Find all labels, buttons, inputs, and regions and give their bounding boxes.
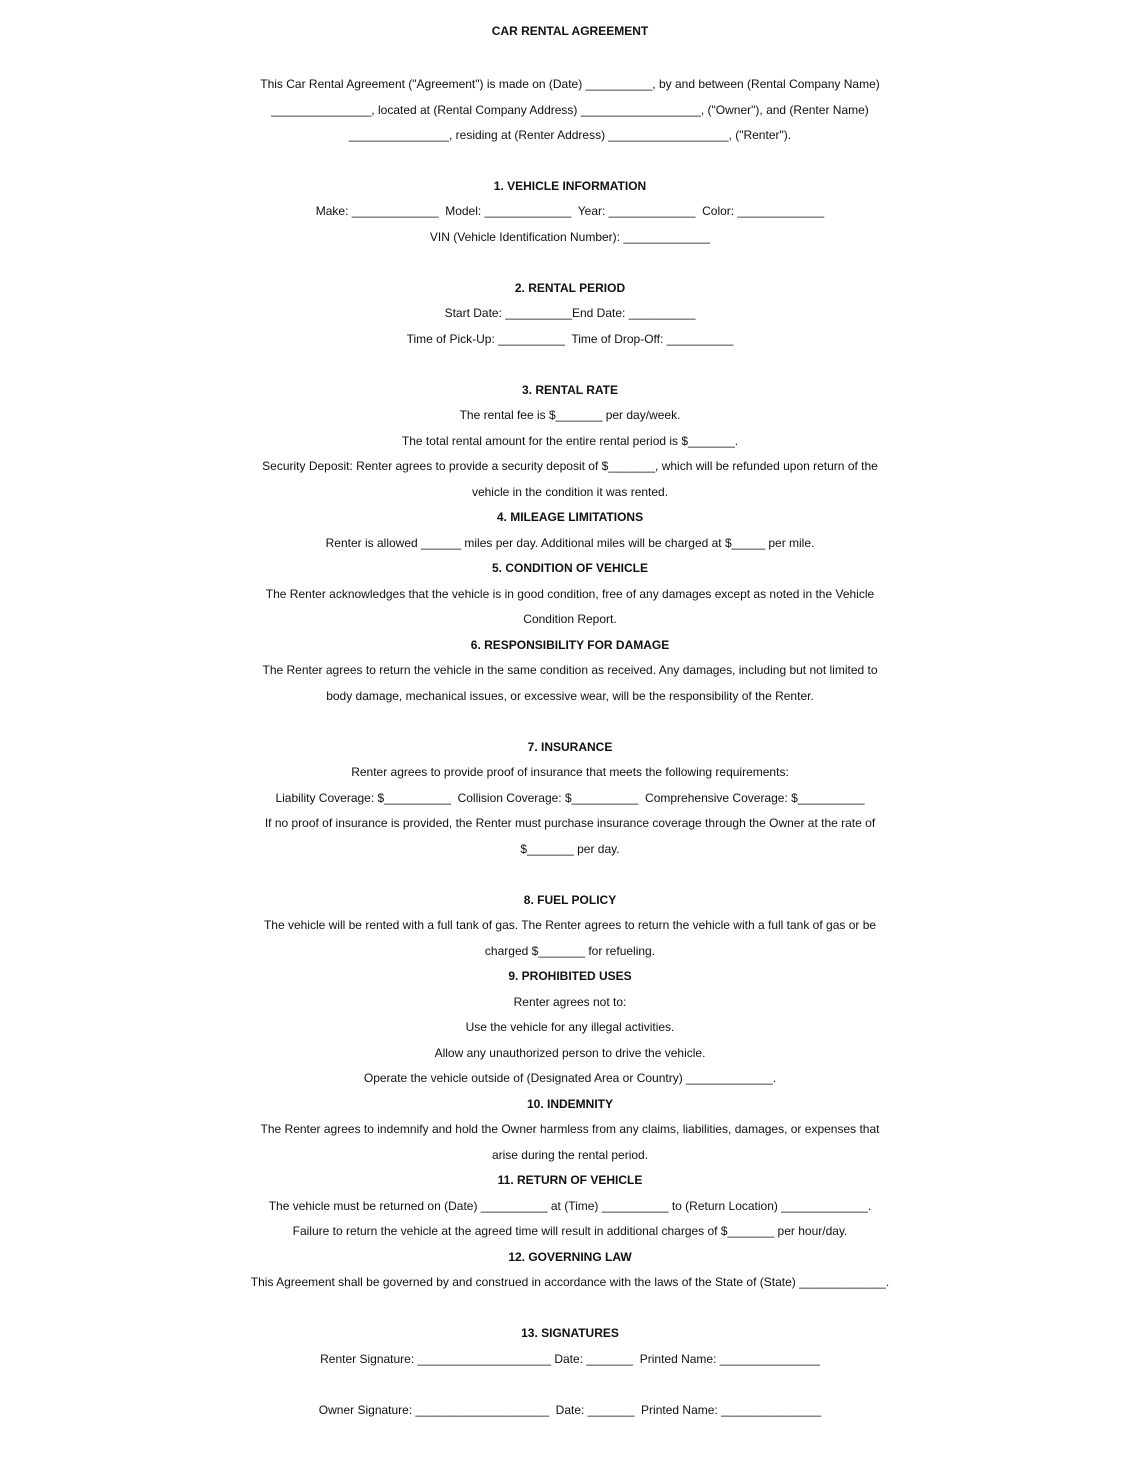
renter-signature-line: Renter Signature: ____________________ Date: _______ Printed Name: _______________ — [320, 1352, 820, 1366]
body-line: $_______ per day. — [520, 842, 620, 856]
body-line: charged $_______ for refueling. — [484, 944, 656, 958]
body-line: Condition Report. — [523, 612, 617, 626]
body-line: The Renter agrees to indemnify and hold the Owner harmless from any claims, liabilities, damages, or expenses that — [260, 1122, 880, 1136]
body-line: vehicle in the condition it was rented. — [471, 485, 669, 499]
section-heading-return-of-vehicle: 11. RETURN OF VEHICLE — [497, 1173, 643, 1187]
body-line: The vehicle must be returned on (Date) __________ at (Time) __________ to (Return Location) _____________. — [268, 1199, 872, 1213]
section-heading-vehicle-information: 1. VEHICLE INFORMATION — [493, 179, 647, 193]
rental-dates-line: Start Date: __________End Date: __________ — [444, 306, 696, 320]
body-line: Security Deposit: Renter agrees to provide a security deposit of $_______, which will be refunded upon return of the — [262, 459, 878, 473]
body-line: Renter agrees not to: — [513, 995, 627, 1009]
body-line: body damage, mechanical issues, or excessive wear, will be the responsibility of the Renter. — [326, 689, 814, 703]
body-line: The vehicle will be rented with a full tank of gas. The Renter agrees to return the vehicle with a full tank of gas or be — [263, 918, 877, 932]
body-line: This Agreement shall be governed by and construed in accordance with the laws of the State of (State) _____________. — [250, 1275, 890, 1289]
body-line: The total rental amount for the entire rental period is $_______. — [401, 434, 739, 448]
vin-field-line: VIN (Vehicle Identification Number): _____________ — [429, 230, 711, 244]
section-heading-mileage-limitations: 4. MILEAGE LIMITATIONS — [496, 510, 644, 524]
body-line: The Renter agrees to return the vehicle in the same condition as received. Any damages, including but not limited to — [262, 663, 878, 677]
section-heading-rental-period: 2. RENTAL PERIOD — [514, 281, 626, 295]
body-line: The rental fee is $_______ per day/week. — [459, 408, 681, 422]
section-heading-insurance: 7. INSURANCE — [527, 740, 613, 754]
section-heading-governing-law: 12. GOVERNING LAW — [508, 1250, 632, 1264]
body-line: Renter is allowed ______ miles per day. Additional miles will be charged at $_____ per mile. — [325, 536, 815, 550]
body-line: Operate the vehicle outside of (Designated Area or Country) _____________. — [363, 1071, 777, 1085]
insurance-coverage-line: Liability Coverage: $__________ Collision Coverage: $__________ Comprehensive Coverage: $__________ — [275, 791, 865, 805]
body-line: The Renter acknowledges that the vehicle is in good condition, free of any damages except as noted in the Vehicle — [265, 587, 875, 601]
body-line: Allow any unauthorized person to drive the vehicle. — [434, 1046, 706, 1060]
rental-times-line: Time of Pick-Up: __________ Time of Drop-Off: __________ — [406, 332, 734, 346]
body-line: Renter agrees to provide proof of insurance that meets the following requirements: — [351, 765, 789, 779]
section-heading-indemnity: 10. INDEMNITY — [526, 1097, 613, 1111]
section-heading-fuel-policy: 8. FUEL POLICY — [523, 893, 617, 907]
section-heading-condition-of-vehicle: 5. CONDITION OF VEHICLE — [491, 561, 648, 575]
body-line: Use the vehicle for any illegal activities. — [465, 1020, 675, 1034]
section-heading-rental-rate: 3. RENTAL RATE — [521, 383, 618, 397]
intro-line: _______________, residing at (Renter Address) __________________, ("Renter"). — [348, 128, 792, 142]
section-heading-prohibited-uses: 9. PROHIBITED USES — [508, 969, 632, 983]
vehicle-fields-line: Make: _____________ Model: _____________ Year: _____________ Color: _____________ — [315, 204, 825, 218]
intro-line: _______________, located at (Rental Company Address) __________________, ("Owner"), and (Renter Name) — [271, 103, 869, 117]
document-title: CAR RENTAL AGREEMENT — [491, 24, 649, 38]
intro-line: This Car Rental Agreement ("Agreement") is made on (Date) __________, by and between (Rental Company Name) — [260, 77, 880, 91]
section-heading-responsibility-for-damage: 6. RESPONSIBILITY FOR DAMAGE — [470, 638, 670, 652]
section-heading-signatures: 13. SIGNATURES — [521, 1326, 619, 1340]
body-line: arise during the rental period. — [491, 1148, 649, 1162]
owner-signature-line: Owner Signature: ____________________ Date: _______ Printed Name: _______________ — [318, 1403, 822, 1417]
body-line: If no proof of insurance is provided, the Renter must purchase insurance coverage through the Owner at the rate of — [264, 816, 876, 830]
body-line: Failure to return the vehicle at the agreed time will result in additional charges of $_______ per hour/day. — [292, 1224, 848, 1238]
